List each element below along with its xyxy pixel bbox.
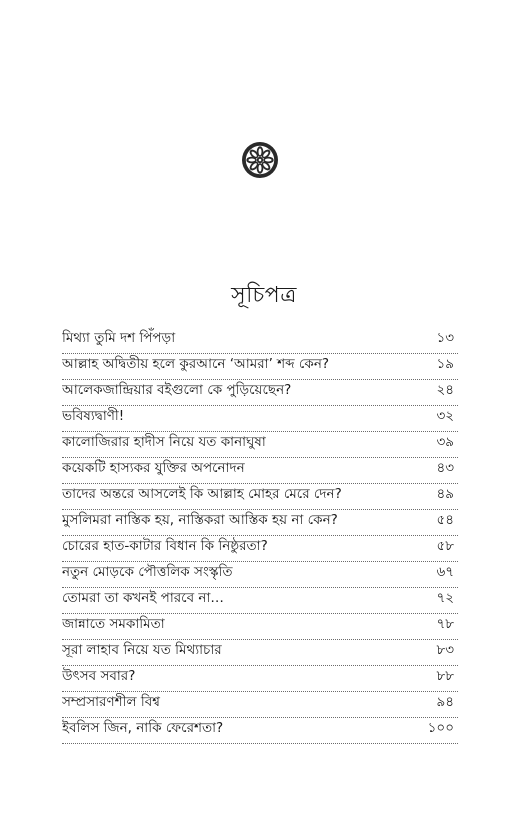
toc-entry [62, 510, 458, 536]
toc-entry-title: মিথ্যা তুমি দশ পিঁপড়া [62, 330, 176, 346]
toc-entry [62, 458, 458, 484]
toc-entry [62, 640, 458, 666]
toc-entry-page: ৮৩ [436, 642, 454, 658]
toc-entry-title: চোরের হাত-কাটার বিধান কি নিষ্ঠুরতা? [62, 538, 268, 554]
toc-entry-title: তাদের অন্তরে আসলেই কি আল্লাহ মোহর মেরে দেন? [62, 486, 342, 502]
toc-entry-title: ভবিষ্যদ্বাণী! [62, 408, 125, 424]
flower-ornament-icon [241, 141, 279, 179]
toc-entry-page: ১০০ [427, 720, 454, 736]
toc-entry [62, 692, 458, 718]
toc-entry-page: ৫৮ [436, 538, 454, 554]
toc-entry [62, 588, 458, 614]
table-of-contents [62, 328, 458, 744]
toc-entry [62, 328, 458, 354]
toc-entry-page: ৩৯ [436, 434, 454, 450]
toc-entry-page: ৭২ [436, 590, 454, 606]
toc-entry [62, 406, 458, 432]
page-title: সূচিপত্র [231, 283, 297, 308]
toc-entry [62, 666, 458, 692]
toc-entry-title: নতুন মোড়কে পৌত্তলিক সংস্কৃতি [62, 564, 233, 580]
toc-entry [62, 432, 458, 458]
toc-entry-page: ১৯ [436, 356, 454, 372]
toc-entry-title: ইবলিস জিন, নাকি ফেরেশতা? [62, 720, 224, 736]
toc-entry-title: আল্লাহ অদ্বিতীয় হলে কুরআনে ‘আমরা’ শব্দ কেন? [62, 356, 330, 372]
toc-entry-title: আলেকজান্দ্রিয়ার বইগুলো কে পুড়িয়েছেন? [62, 382, 292, 398]
toc-entry-page: ৪৯ [436, 486, 454, 502]
toc-entry [62, 718, 458, 744]
toc-entry-page: ৩২ [436, 408, 454, 424]
toc-entry-page: ৭৮ [436, 616, 454, 632]
toc-entry-page: ২৪ [436, 382, 454, 398]
toc-entry-page: ৪৩ [436, 460, 454, 476]
toc-entry-title: মুসলিমরা নাস্তিক হয়, নাস্তিকরা আস্তিক হয় না কেন? [62, 512, 338, 528]
toc-entry [62, 484, 458, 510]
toc-entry-title: কালোজিরার হাদীস নিয়ে যত কানাঘুষা [62, 434, 266, 450]
toc-entry-title: সম্প্রসারণশীল বিশ্ব [62, 694, 160, 710]
toc-entry [62, 562, 458, 588]
toc-entry-page: ৫৪ [436, 512, 454, 528]
toc-entry [62, 380, 458, 406]
toc-entry-page: ১৩ [436, 330, 454, 346]
toc-entry-title: তোমরা তা কখনই পারবে না… [62, 590, 224, 606]
toc-entry-title: কয়েকটি হাস্যকর যুক্তির অপনোদন [62, 460, 245, 476]
toc-entry-page: ৯৪ [436, 694, 454, 710]
toc-entry-title: সূরা লাহাব নিয়ে যত মিথ্যাচার [62, 642, 222, 658]
toc-entry-page: ৬৭ [436, 564, 454, 580]
toc-entry [62, 614, 458, 640]
toc-entry-page: ৮৮ [436, 668, 454, 684]
toc-entry-title: জান্নাতে সমকামিতা [62, 616, 165, 632]
toc-entry [62, 354, 458, 380]
toc-entry-title: উৎসব সবার? [62, 668, 136, 684]
toc-entry [62, 536, 458, 562]
